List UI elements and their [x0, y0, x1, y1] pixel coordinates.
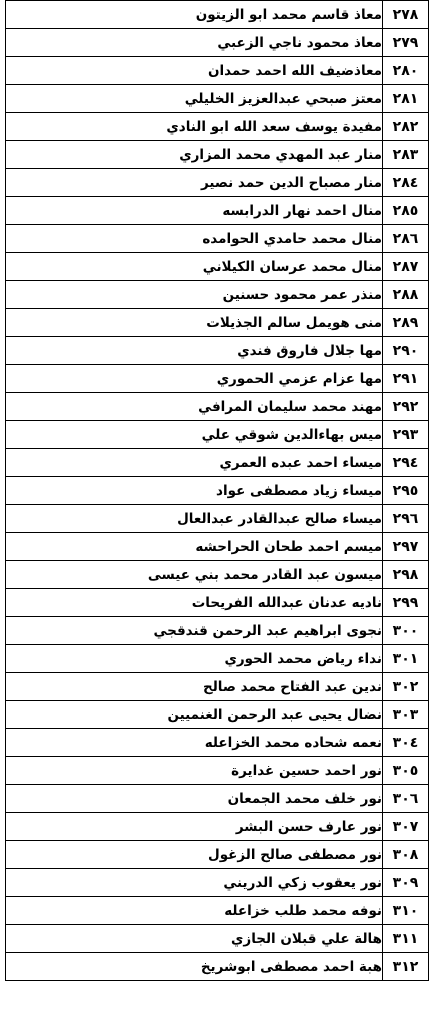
row-number: ٢٨٤	[383, 169, 429, 197]
row-full-name: معاذ قاسم محمد ابو الزيتون	[6, 1, 383, 29]
table-row	[6, 953, 429, 981]
table-row	[6, 113, 429, 141]
row-number: ٣٠٢	[383, 673, 429, 701]
row-full-name: منال احمد نهار الدرابسه	[6, 197, 383, 225]
table-row	[6, 169, 429, 197]
table-row	[6, 1, 429, 29]
row-full-name: ميسون عبد القادر محمد بني عيسى	[6, 561, 383, 589]
row-full-name: ميسم احمد طحان الحراحشه	[6, 533, 383, 561]
table-row	[6, 57, 429, 85]
row-number: ٢٩٨	[383, 561, 429, 589]
row-full-name: ميساء احمد عبده العمري	[6, 449, 383, 477]
row-full-name: منى هويمل سالم الجذيلات	[6, 309, 383, 337]
row-number: ٣٠٤	[383, 729, 429, 757]
row-number: ٢٨٥	[383, 197, 429, 225]
row-number: ٢٧٨	[383, 1, 429, 29]
table-row	[6, 925, 429, 953]
table-row	[6, 813, 429, 841]
row-full-name: نور مصطفى صالح الزغول	[6, 841, 383, 869]
table-row	[6, 281, 429, 309]
row-number: ٣٠٦	[383, 785, 429, 813]
row-full-name: منال محمد حامدي الحوامده	[6, 225, 383, 253]
row-number: ٢٩٥	[383, 477, 429, 505]
row-full-name: نضال يحيى عبد الرحمن الغنميين	[6, 701, 383, 729]
row-full-name: هالة علي قبلان الجازي	[6, 925, 383, 953]
table-row	[6, 869, 429, 897]
row-full-name: مهند محمد سليمان المرافي	[6, 393, 383, 421]
table-row	[6, 645, 429, 673]
row-number: ٢٩٩	[383, 589, 429, 617]
table-row	[6, 617, 429, 645]
row-full-name: نعمه شحاده محمد الخزاعله	[6, 729, 383, 757]
table-row	[6, 337, 429, 365]
row-number: ٢٩١	[383, 365, 429, 393]
row-number: ٢٩٠	[383, 337, 429, 365]
document-page	[5, 0, 429, 1024]
table-row	[6, 561, 429, 589]
row-number: ٢٩٤	[383, 449, 429, 477]
table-row	[6, 785, 429, 813]
row-full-name: نور عارف حسن البشر	[6, 813, 383, 841]
row-number: ٢٨٨	[383, 281, 429, 309]
row-number: ٢٨٧	[383, 253, 429, 281]
row-number: ٢٩٣	[383, 421, 429, 449]
row-number: ٣١٠	[383, 897, 429, 925]
row-number: ٣١٢	[383, 953, 429, 981]
row-number: ٣١١	[383, 925, 429, 953]
table-row	[6, 449, 429, 477]
table-row	[6, 29, 429, 57]
row-number: ٣٠٥	[383, 757, 429, 785]
table-row	[6, 141, 429, 169]
table-row	[6, 253, 429, 281]
row-full-name: ميساء زياد مصطفى عواد	[6, 477, 383, 505]
row-number: ٣٠٨	[383, 841, 429, 869]
table-row	[6, 225, 429, 253]
row-full-name: ندين عبد الفتاح محمد صالح	[6, 673, 383, 701]
row-full-name: نور احمد حسين غدايرة	[6, 757, 383, 785]
table-row	[6, 897, 429, 925]
table-row	[6, 421, 429, 449]
row-full-name: معتز صبحي عبدالعزيز الخليلي	[6, 85, 383, 113]
row-full-name: نداء رياض محمد الحوري	[6, 645, 383, 673]
row-full-name: منار عبد المهدي محمد المزاري	[6, 141, 383, 169]
row-number: ٣٠١	[383, 645, 429, 673]
row-number: ٢٨٠	[383, 57, 429, 85]
table-row	[6, 477, 429, 505]
table-row	[6, 309, 429, 337]
row-number: ٢٨٣	[383, 141, 429, 169]
row-full-name: نور خلف محمد الجمعان	[6, 785, 383, 813]
table-row	[6, 505, 429, 533]
table-row	[6, 673, 429, 701]
table-row	[6, 197, 429, 225]
row-full-name: هبة احمد مصطفى ابوشريخ	[6, 953, 383, 981]
row-full-name: مها عزام عزمي الحموري	[6, 365, 383, 393]
row-number: ٢٩٦	[383, 505, 429, 533]
table-row	[6, 701, 429, 729]
names-table-body	[6, 1, 429, 981]
row-number: ٣٠٣	[383, 701, 429, 729]
row-full-name: نجوى ابراهيم عبد الرحمن قندقجي	[6, 617, 383, 645]
row-number: ٣٠٧	[383, 813, 429, 841]
row-full-name: ميس بهاءالدين شوقي علي	[6, 421, 383, 449]
table-row	[6, 533, 429, 561]
table-row	[6, 365, 429, 393]
row-number: ٣٠٠	[383, 617, 429, 645]
row-full-name: نوفه محمد طلب خزاعله	[6, 897, 383, 925]
row-number: ٢٩٢	[383, 393, 429, 421]
names-table	[5, 0, 429, 981]
row-number: ٢٧٩	[383, 29, 429, 57]
row-full-name: مها جلال فاروق فندي	[6, 337, 383, 365]
table-row	[6, 841, 429, 869]
table-row	[6, 757, 429, 785]
row-full-name: نور يعقوب زكي الدريني	[6, 869, 383, 897]
row-number: ٣٠٩	[383, 869, 429, 897]
row-full-name: مفيدة يوسف سعد الله ابو النادي	[6, 113, 383, 141]
row-full-name: معاذ محمود ناجي الزعبي	[6, 29, 383, 57]
row-number: ٢٨١	[383, 85, 429, 113]
table-row	[6, 393, 429, 421]
row-number: ٢٨٩	[383, 309, 429, 337]
row-full-name: ميساء صالح عبدالقادر عبدالعال	[6, 505, 383, 533]
table-row	[6, 85, 429, 113]
row-number: ٢٩٧	[383, 533, 429, 561]
row-full-name: منال محمد عرسان الكيلاني	[6, 253, 383, 281]
table-row	[6, 589, 429, 617]
row-full-name: ناديه عدنان عبدالله الفريحات	[6, 589, 383, 617]
row-full-name: منار مصباح الدين حمد نصير	[6, 169, 383, 197]
row-full-name: منذر عمر محمود حسنين	[6, 281, 383, 309]
row-full-name: معاذضيف الله احمد حمدان	[6, 57, 383, 85]
row-number: ٢٨٢	[383, 113, 429, 141]
row-number: ٢٨٦	[383, 225, 429, 253]
table-row	[6, 729, 429, 757]
